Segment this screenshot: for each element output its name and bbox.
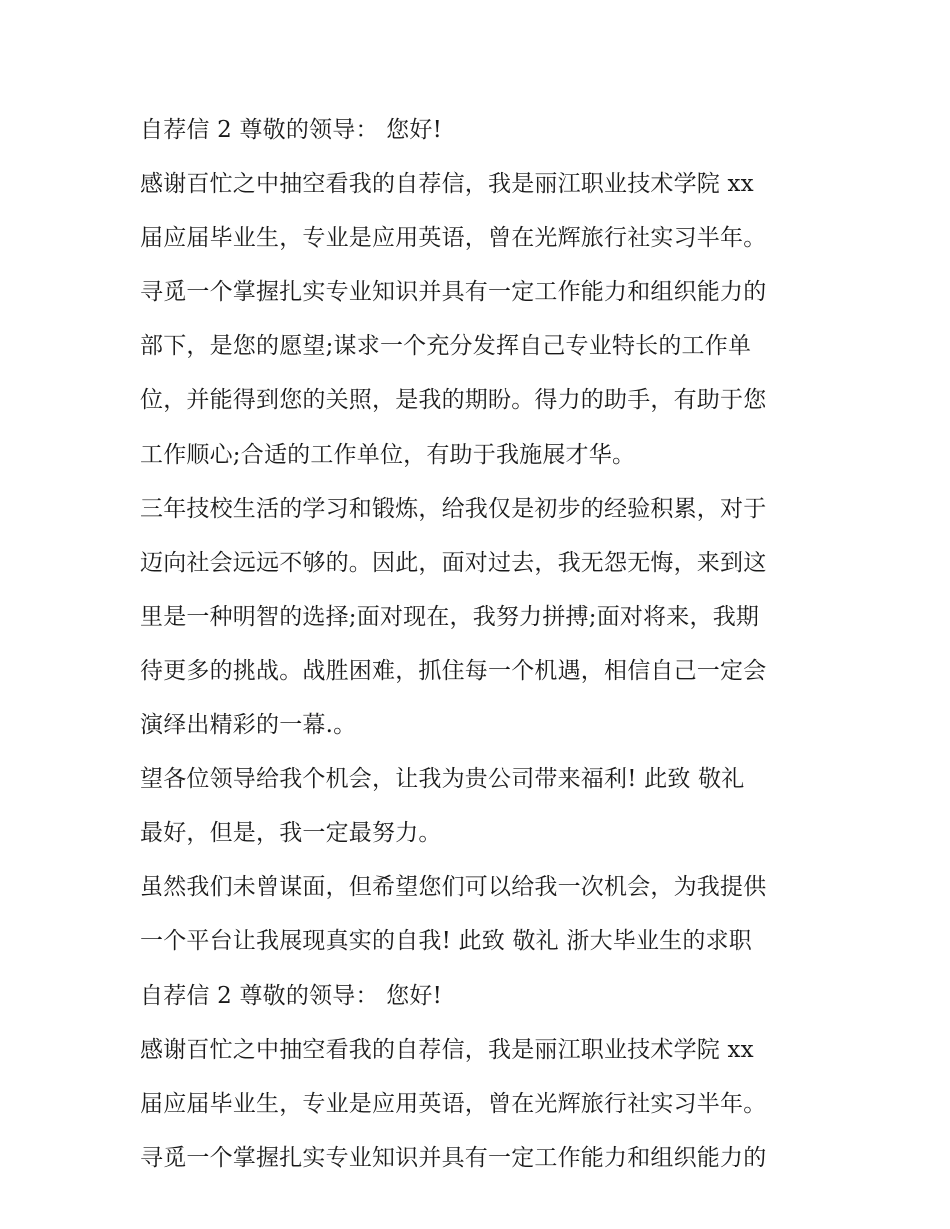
text-line: 届应届毕业生，专业是应用英语，曾在光辉旅行社实习半年。 bbox=[140, 1090, 767, 1117]
text-line: 届应届毕业生，专业是应用英语，曾在光辉旅行社实习半年。 bbox=[140, 225, 767, 252]
text-line: 自荐信 2 尊敬的领导： 您好! bbox=[140, 117, 443, 143]
text-line: 位，并能得到您的关照，是我的期盼。得力的助手，有助于您 bbox=[140, 387, 767, 414]
document-body bbox=[140, 110, 830, 1192]
text-line: 迈向社会远远不够的。因此，面对过去，我无怨无悔，来到这 bbox=[140, 549, 767, 576]
text-line: 望各位领导给我个机会，让我为贵公司带来福利! 此致 敬礼 bbox=[140, 766, 745, 793]
text-line: 里是一种明智的选择;面对现在，我努力拼搏;面对将来，我期 bbox=[140, 603, 760, 630]
text-line: 工作顺心;合适的工作单位，有助于我施展才华。 bbox=[140, 441, 636, 468]
text-line: 演绎出精彩的一幕.。 bbox=[140, 712, 357, 739]
text-line: 寻觅一个掌握扎实专业知识并具有一定工作能力和组织能力的 bbox=[140, 1144, 767, 1171]
text-line: 虽然我们未曾谋面，但希望您们可以给我一次机会，为我提供 bbox=[140, 874, 767, 901]
text-line: 部下，是您的愿望;谋求一个充分发挥自己专业特长的工作单 bbox=[140, 333, 752, 360]
text-line: 寻觅一个掌握扎实专业知识并具有一定工作能力和组织能力的 bbox=[140, 279, 767, 306]
text-line: 一个平台让我展现真实的自我! 此致 敬礼 浙大毕业生的求职 bbox=[140, 928, 752, 955]
text-line: 感谢百忙之中抽空看我的自荐信，我是丽江职业技术学院 xx bbox=[140, 1036, 754, 1063]
text-line: 待更多的挑战。战胜困难，抓住每一个机遇，相信自己一定会 bbox=[140, 657, 767, 684]
text-line: 感谢百忙之中抽空看我的自荐信，我是丽江职业技术学院 xx bbox=[140, 171, 754, 198]
text-line: 三年技校生活的学习和锻炼，给我仅是初步的经验积累，对于 bbox=[140, 495, 767, 522]
text-line: 最好，但是，我一定最努力。 bbox=[140, 820, 442, 847]
text-line: 自荐信 2 尊敬的领导： 您好! bbox=[140, 982, 443, 1009]
